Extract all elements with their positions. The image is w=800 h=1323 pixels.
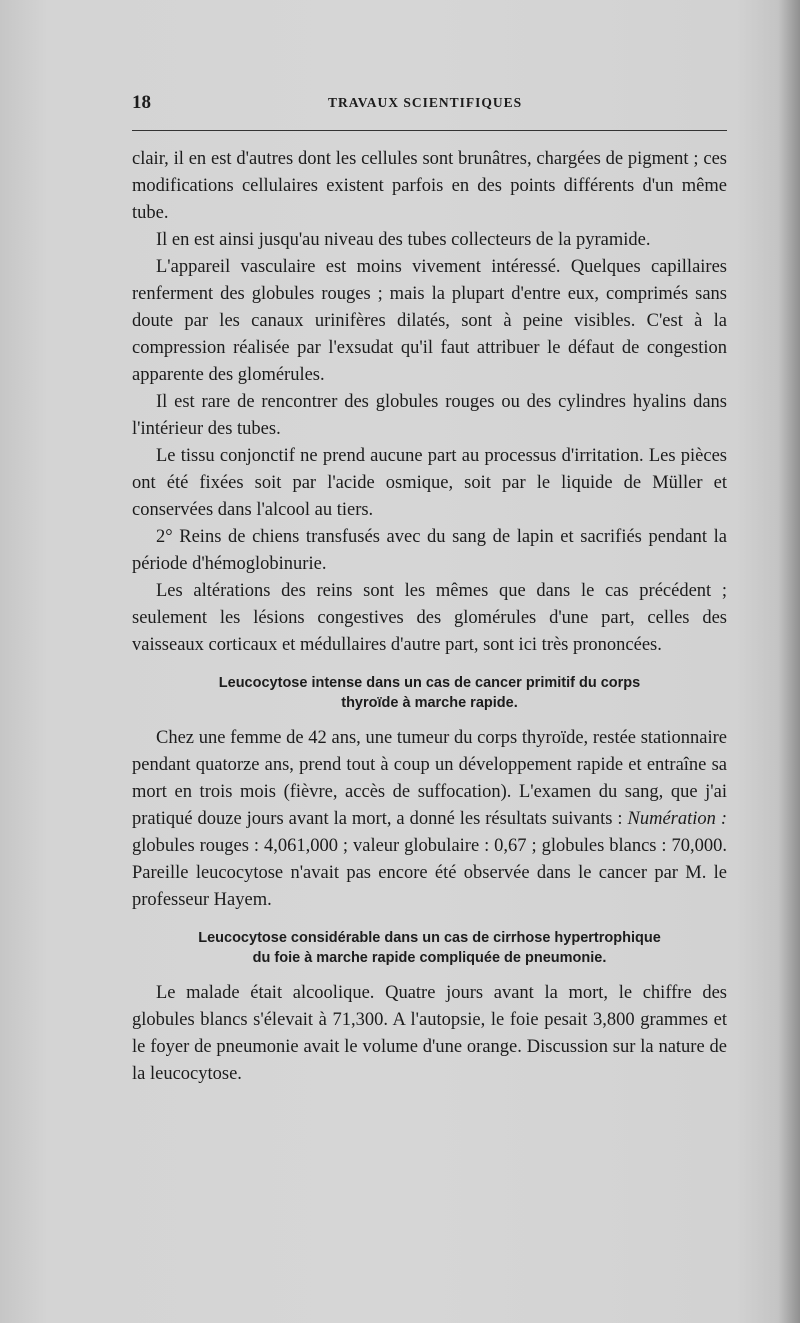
page-edge-shadow	[778, 0, 800, 1323]
section-heading-leucocytose-cirrhose	[132, 928, 727, 968]
page-header	[132, 92, 727, 116]
running-head: TRAVAUX SCIENTIFIQUES	[328, 95, 523, 110]
heading-line: Leucocytose considérable dans un cas de cirrhose hypertrophique	[198, 930, 661, 946]
section-paragraph-cancer	[132, 725, 727, 914]
text-run: globules rouges : 4,061,000 ; valeur globulaire : 0,67 ; globules blancs : 70,000. Pareille leucocytose n'avait pas encore été observée dans le cancer par M. le professeur Hayem.	[132, 836, 727, 910]
paragraph: Il est rare de rencontrer des globules rouges ou des cylindres hyalins dans l'intérieur des tubes.	[132, 392, 727, 439]
italic-term: Numération :	[627, 809, 727, 829]
paragraph: Il en est ainsi jusqu'au niveau des tubes collecteurs de la pyramide.	[156, 230, 651, 250]
paragraph: L'appareil vasculaire est moins vivement intéressé. Quelques capillaires renferment des globules rouges ; mais la plupart d'entre eux, comprimés sans doute par les canaux urinifères dilatés, sont à peine visibles. C'est à la compression réalisée par l'exsudat qu'il faut attribuer le défaut de congestion apparente des glomérules.	[132, 257, 727, 385]
header-rule	[132, 130, 727, 131]
page-number: 18	[132, 92, 151, 113]
paragraph: Les altérations des reins sont les mêmes que dans le cas précédent ; seulement les lésions congestives des glomérules d'une part, celles des vaisseaux corticaux et médullaires d'autre part, sont ici très prononcées.	[132, 581, 727, 655]
section-paragraph-cirrhose: Le malade était alcoolique. Quatre jours avant la mort, le chiffre des globules blancs s'élevait à 71,300. A l'autopsie, le foie pesait 3,800 grammes et le foyer de pneumonie avait le volume d'une orange. Discussion sur la nature de la leucocytose.	[132, 983, 727, 1084]
heading-line: thyroïde à marche rapide.	[341, 695, 518, 711]
paragraph-continuation: clair, il en est d'autres dont les cellules sont brunâtres, chargées de pigment ; ces modifications cellulaires existent parfois en des points différents d'un même tube.	[132, 149, 727, 223]
text-run: Chez une femme de 42 ans, une tumeur du corps thyroïde, restée stationnaire pendant quatorze ans, prend tout à coup un développement rapide et entraîne sa mort en trois mois (fièvre, accès de suffocation). L'examen du sang, que j'ai pratiqué douze jours avant la mort, a donné les résultats suivants :	[132, 728, 727, 829]
body-text	[132, 146, 727, 1088]
paragraph: Le tissu conjonctif ne prend aucune part au processus d'irritation. Les pièces ont été fixées soit par l'acide osmique, soit par le liquide de Müller et conservées dans l'alcool au tiers.	[132, 446, 727, 520]
heading-line: du foie à marche rapide compliquée de pneumonie.	[252, 950, 607, 966]
paragraph: 2° Reins de chiens transfusés avec du sang de lapin et sacrifiés pendant la période d'hémoglobinurie.	[132, 527, 727, 574]
heading-line: Leucocytose intense dans un cas de cancer primitif du corps	[218, 675, 641, 691]
section-heading-leucocytose-cancer	[132, 673, 727, 713]
